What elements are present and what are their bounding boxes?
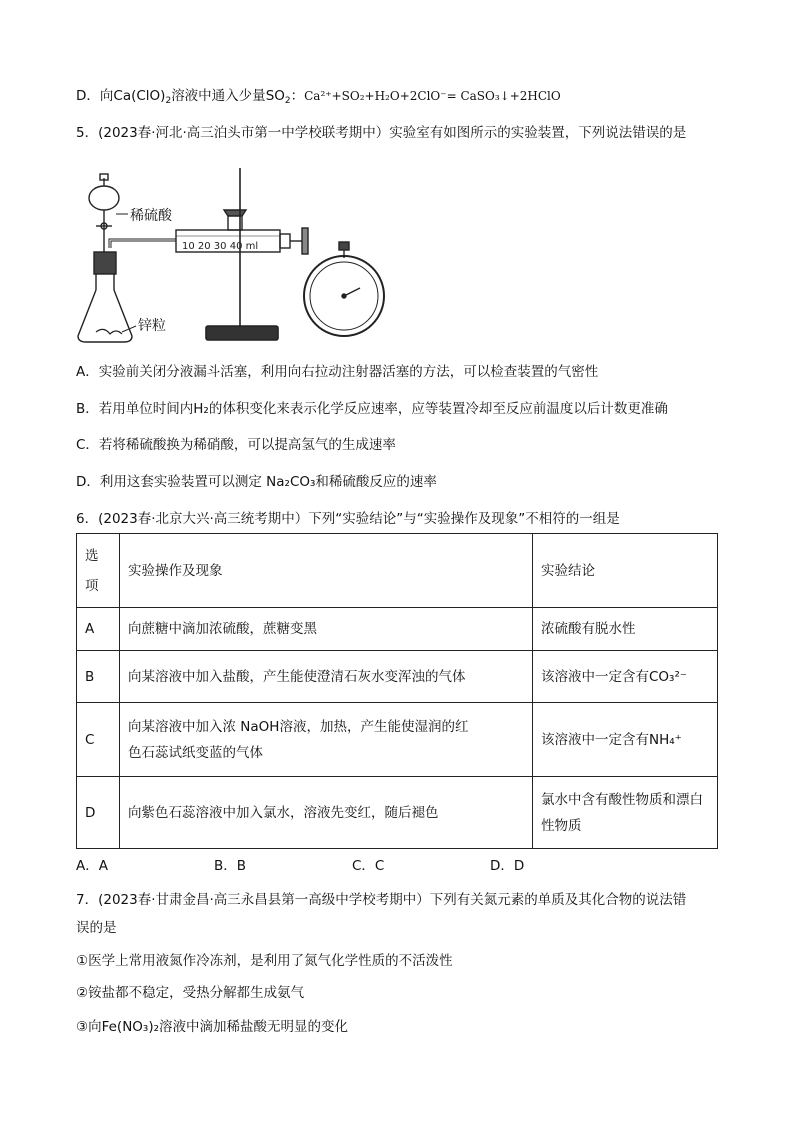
table-row [77, 651, 718, 703]
q4-option-d-mid: 溶液中通入少量 [171, 88, 266, 104]
q7-stem-line1: 7．(2023春·甘肃金昌·高三永昌县第一高级中学校考期中）下列有关氮元素的单质及其化合物的说法错 [76, 892, 687, 908]
q6-answer-d: D．D [490, 858, 525, 874]
row-option: B [77, 651, 120, 703]
table-header-row [77, 534, 718, 608]
q4-option-d [76, 86, 561, 111]
q5-option-b: B．若用单位时间内H₂的体积变化来表示化学反应速率，应等装置冷却至反应前温度以后计数更准确 [76, 401, 668, 417]
q6-answer-b: B．B [214, 858, 247, 874]
q4-formula-caclo: Ca(ClO) [113, 88, 166, 104]
clamp-icon [224, 210, 246, 230]
header-conclusion: 实验结论 [533, 534, 718, 608]
q4-so2-sub: 2 [284, 96, 291, 106]
delivery-tube [110, 240, 176, 248]
q7-item-3: ③向Fe(NO₃)₂溶液中滴加稀盐酸无明显的变化 [76, 1019, 349, 1035]
q5-apparatus-figure [76, 160, 396, 350]
q7-stem-line2: 误的是 [76, 920, 117, 936]
q4-formula-caclo-sub: 2 [165, 96, 172, 106]
q4-colon: ： [290, 88, 305, 104]
table-row [77, 777, 718, 849]
q6-answer-c: C．C [352, 858, 385, 874]
row-conclusion: 该溶液中一定含有CO₃²⁻ [533, 651, 718, 703]
label-dilute-sulfuric-acid: 稀硫酸 [130, 208, 172, 224]
conical-flask-icon [78, 252, 132, 342]
q5-option-c: C．若将稀硫酸换为稀硝酸，可以提高氢气的生成速率 [76, 437, 396, 453]
q4-so2: SO [265, 88, 285, 104]
stopwatch-icon [304, 242, 384, 336]
row-option: D [77, 777, 120, 849]
label-zinc-granules: 锌粒 [138, 318, 166, 334]
header-operation: 实验操作及现象 [120, 534, 533, 608]
q4-equation: Ca²⁺+SO₂+H₂O+2ClO⁻= CaSO₃↓+2HClO [304, 89, 561, 103]
row-operation: 向某溶液中加入盐酸，产生能使澄清石灰水变浑浊的气体 [120, 651, 533, 703]
q6-answer-a: A．A [76, 858, 108, 874]
q5-option-a: A．实验前关闭分液漏斗活塞，利用向右拉动注射器活塞的方法，可以检查装置的气密性 [76, 364, 599, 380]
row-operation: 向蔗糖中滴加浓硫酸，蔗糖变黑 [120, 608, 533, 651]
row-conclusion: 浓硫酸有脱水性 [533, 608, 718, 651]
syringe-scale-label: 10 20 30 40 ml [182, 241, 259, 252]
row-option: A [77, 608, 120, 651]
row-option: C [77, 703, 120, 777]
q6-table [76, 533, 718, 849]
q5-option-d: D．利用这套实验装置可以测定 Na₂CO₃和稀硫酸反应的速率 [76, 474, 437, 490]
row-operation: 向紫色石蕊溶液中加入氯水，溶液先变红，随后褪色 [120, 777, 533, 849]
q6-answer-options [76, 856, 524, 876]
header-option: 选项 [77, 534, 120, 608]
q6-stem: 6．(2023春·北京大兴·高三统考期中）下列“实验结论”与“实验操作及现象”不相符的一组是 [76, 511, 620, 527]
q7-item-2: ②铵盐都不稳定，受热分解都生成氨气 [76, 985, 305, 1001]
row-conclusion: 该溶液中一定含有NH₄⁺ [533, 703, 718, 777]
row-conclusion: 氯水中含有酸性物质和漂白性物质 [533, 777, 718, 849]
table-row [77, 608, 718, 651]
row-operation: 向某溶液中加入浓 NaOH溶液，加热，产生能使湿润的红色石蕊试纸变蓝的气体 [120, 703, 533, 777]
retort-stand-icon [206, 168, 278, 340]
q4-option-d-prefix: D．向 [76, 88, 114, 104]
table-row [77, 703, 718, 777]
q7-item-1: ①医学上常用液氮作冷冻剂，是利用了氮气化学性质的不活泼性 [76, 953, 453, 969]
q5-stem: 5．(2023春·河北·高三泊头市第一中学校联考期中）实验室有如图所示的实验装置，下列说法错误的是 [76, 125, 687, 141]
